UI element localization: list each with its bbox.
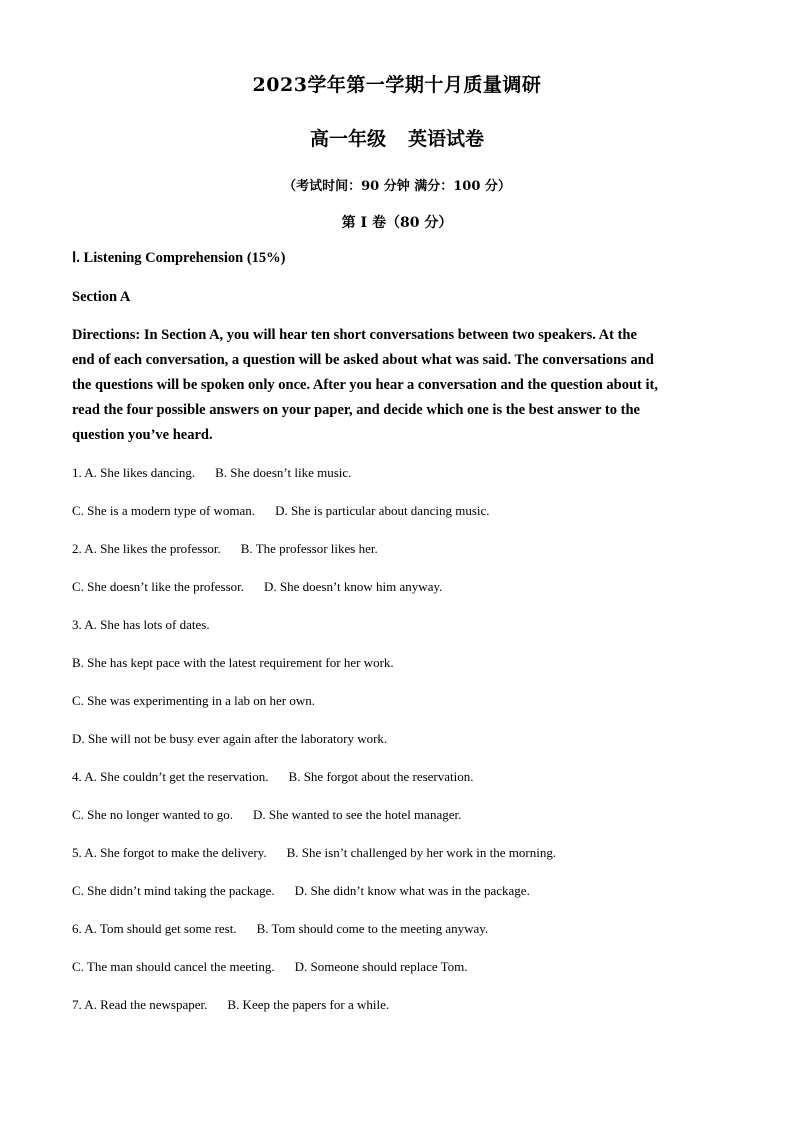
directions-line: question you’ve heard. <box>72 427 213 443</box>
answer-option: C. She is a modern type of woman. <box>72 503 256 518</box>
question-line <box>72 541 378 557</box>
part-heading: Ⅰ. Listening Comprehension (15%) <box>72 250 286 266</box>
question-line <box>72 579 442 595</box>
question-line <box>72 959 468 975</box>
answer-option: B. She doesn’t like music. <box>215 465 352 480</box>
answer-option: 4. A. She couldn’t get the reservation. <box>72 769 269 784</box>
question-line <box>72 921 488 937</box>
answer-option: D. Someone should replace Tom. <box>294 959 468 974</box>
answer-option: 3. A. She has lots of dates. <box>72 617 210 632</box>
question-line <box>72 465 351 481</box>
answer-option: D. She is particular about dancing music. <box>275 503 490 518</box>
grade-label: 高一年级 <box>309 128 386 150</box>
directions-line: the questions will be spoken only once. After you hear a conversation and the question about it, <box>72 377 658 393</box>
answer-option: C. She was experimenting in a lab on her own. <box>72 693 315 708</box>
question-line <box>72 617 210 633</box>
subject-label: 英语试卷 <box>408 128 485 150</box>
answer-option: B. The professor likes her. <box>240 541 378 556</box>
answer-option: B. She forgot about the reservation. <box>288 769 474 784</box>
answer-option: B. She isn’t challenged by her work in the morning. <box>286 845 557 860</box>
directions-line: end of each conversation, a question will be asked about what was said. The conversations and <box>72 352 654 368</box>
answer-option: C. She doesn’t like the professor. <box>72 579 244 594</box>
section-heading: Section A <box>72 289 131 305</box>
question-line <box>72 997 389 1013</box>
directions-line: Directions: In Section A, you will hear ten short conversations between two speakers. At the <box>72 327 637 343</box>
answer-option: D. She doesn’t know him anyway. <box>264 579 443 594</box>
question-line <box>72 845 556 861</box>
answer-option: 6. A. Tom should get some rest. <box>72 921 237 936</box>
question-line <box>72 503 490 519</box>
question-line <box>72 693 315 709</box>
answer-option: 1. A. She likes dancing. <box>72 465 196 480</box>
answer-option: B. Tom should come to the meeting anyway. <box>256 921 489 936</box>
question-line <box>72 883 530 899</box>
answer-option: D. She wanted to see the hotel manager. <box>253 807 462 822</box>
directions-line: read the four possible answers on your paper, and decide which one is the best answer to the <box>72 402 640 418</box>
answer-option: C. She didn’t mind taking the package. <box>72 883 275 898</box>
answer-option: 5. A. She forgot to make the delivery. <box>72 845 267 860</box>
exam-subtitle <box>0 124 794 151</box>
answer-option: 2. A. She likes the professor. <box>72 541 221 556</box>
answer-option: B. Keep the papers for a while. <box>227 997 390 1012</box>
answer-option: C. The man should cancel the meeting. <box>72 959 275 974</box>
answer-option: D. She will not be busy ever again after the laboratory work. <box>72 731 388 746</box>
exam-info: （考试时间：90 分钟 满分：100 分） <box>283 179 511 194</box>
question-line <box>72 807 461 823</box>
question-line <box>72 731 387 747</box>
answer-option: B. She has kept pace with the latest requirement for her work. <box>72 655 394 670</box>
answer-option: C. She no longer wanted to go. <box>72 807 234 822</box>
question-line <box>72 769 474 785</box>
answer-option: D. She didn’t know what was in the package. <box>294 883 530 898</box>
exam-title: 2023学年第一学期十月质量调研 <box>252 74 542 96</box>
question-line <box>72 655 394 671</box>
answer-option: 7. A. Read the newspaper. <box>72 997 208 1012</box>
volume-heading: 第 I 卷（80 分） <box>341 215 453 231</box>
